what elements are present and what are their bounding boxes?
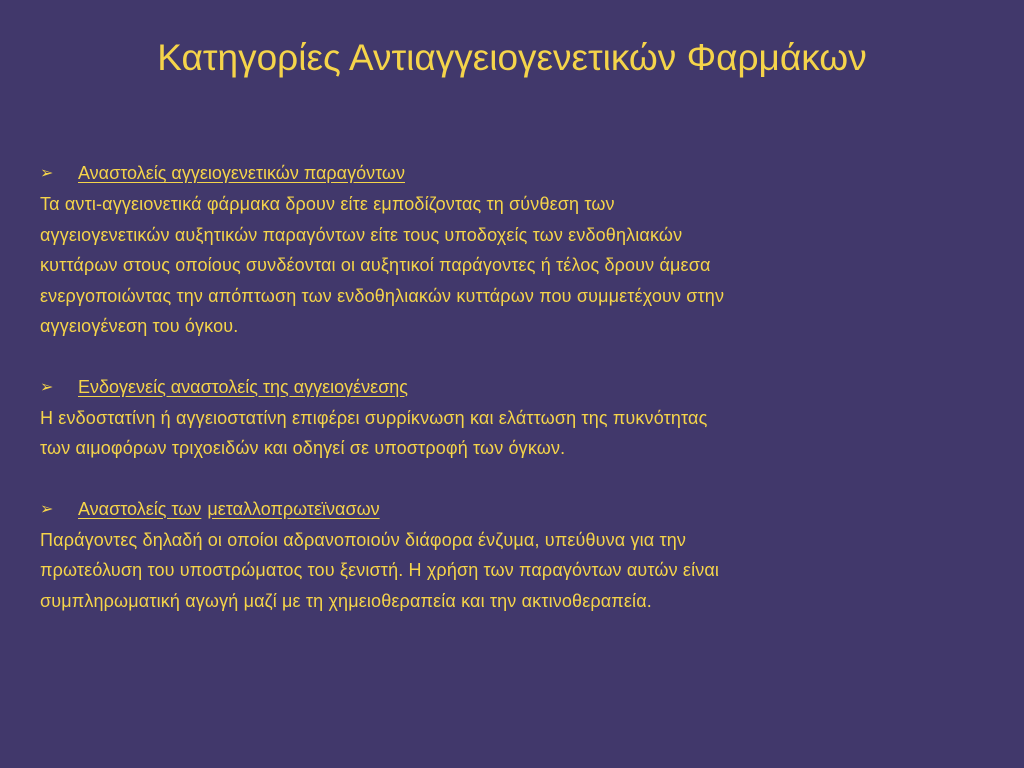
- section-heading-part1: Αναστολείς των: [78, 498, 202, 519]
- section-body: [40, 403, 970, 464]
- section-heading: Αναστολείς αγγειογενετικών παραγόντων: [78, 163, 405, 183]
- arrowhead-bullet-icon: ➢: [40, 163, 54, 182]
- body-line: αγγειογενετικών αυξητικών παραγόντων είτε τους υποδοχείς των ενδοθηλιακών: [40, 224, 683, 245]
- body-line: Η ενδοστατίνη ή αγγειοστατίνη επιφέρει συρρίκνωση και ελάττωση της πυκνότητας: [40, 407, 708, 428]
- section-endogenous-inhibitors: [40, 371, 970, 464]
- arrowhead-bullet-icon: ➢: [40, 498, 54, 518]
- section-heading: Ενδογενείς αναστολείς της αγγειογένεσης: [78, 376, 408, 397]
- body-line: πρωτεόλυση του υποστρώματος του ξενιστή. Η χρήση των παραγόντων αυτών είναι: [40, 560, 720, 580]
- body-line: συμπληρωματική αγωγή μαζί με τη χημειοθεραπεία και την ακτινοθεραπεία.: [40, 590, 652, 611]
- body-line: ενεργοποιώντας την απόπτωση των ενδοθηλιακών κυττάρων που συμμετέχουν στην: [40, 285, 725, 306]
- section-heading-line: [40, 371, 970, 403]
- section-heading-line: [40, 493, 970, 525]
- body-line: αγγειογένεση του όγκου.: [40, 316, 239, 336]
- section-metalloproteinase-inhibitors: [40, 493, 970, 617]
- body-line: των αιμοφόρων τριχοειδών και οδηγεί σε υποστροφή των όγκων.: [40, 438, 566, 458]
- body-line: κυττάρων στους οποίους συνδέονται οι αυξητικοί παράγοντες ή τέλος δρουν άμεσα: [40, 255, 711, 275]
- section-angiogenic-factor-inhibitors: [40, 157, 970, 342]
- arrowhead-bullet-icon: ➢: [40, 376, 54, 396]
- section-heading-line: [40, 157, 970, 189]
- slide-title: Κατηγορίες Αντιαγγειογενετικών Φαρμάκων: [157, 37, 867, 78]
- section-heading-part2: μεταλλοπρωτεϊνασων: [207, 498, 380, 519]
- section-body: [40, 189, 970, 342]
- slide-content: [40, 157, 970, 645]
- body-line: Τα αντι-αγγειονετικά φάρμακα δρουν είτε εμποδίζοντας τη σύνθεση των: [40, 194, 615, 214]
- section-body: [40, 525, 970, 617]
- body-line: Παράγοντες δηλαδή οι οποίοι αδρανοποιούν διάφορα ένζυμα, υπεύθυνα για την: [40, 529, 687, 550]
